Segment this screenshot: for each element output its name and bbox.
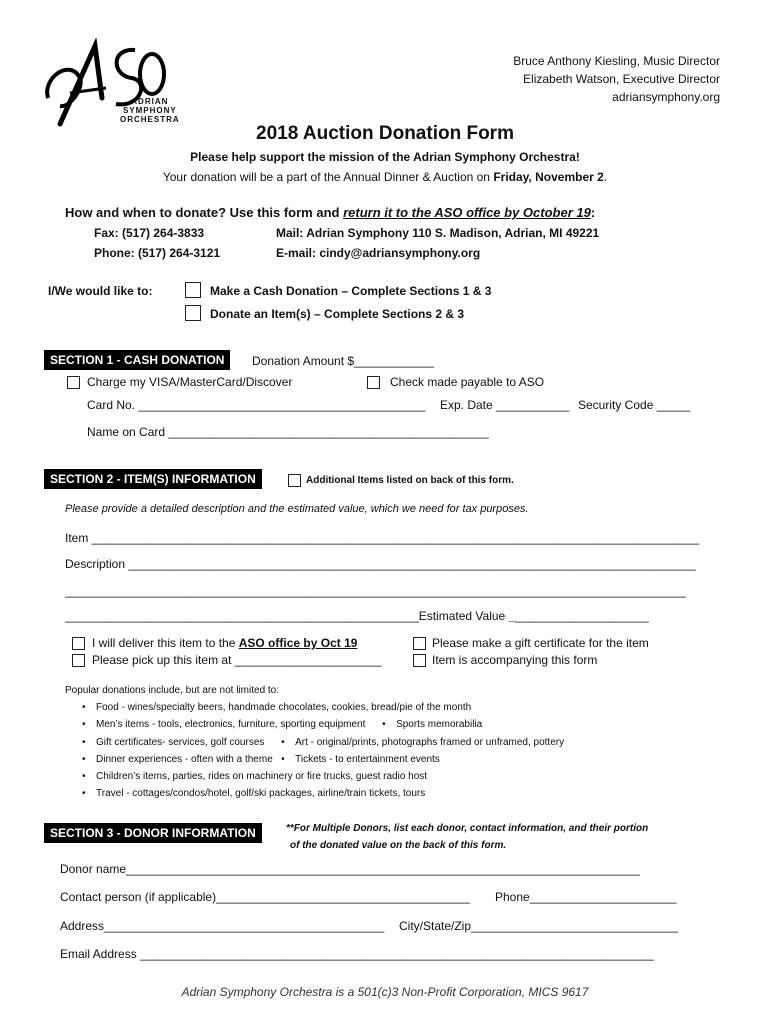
cash-donation-option: Make a Cash Donation – Complete Sections 1 & 3 <box>210 284 492 298</box>
music-director: Bruce Anthony Kiesling, Music Director <box>513 54 720 68</box>
logo-sub-1: ADRIAN <box>131 97 169 106</box>
pickup-checkbox[interactable] <box>72 654 85 667</box>
section-1-header: SECTION 1 - CASH DONATION <box>44 350 230 370</box>
exp-date-field[interactable]: Exp. Date ___________ <box>440 398 570 412</box>
bullet-text: Gift certificates- services, golf courses <box>96 737 265 748</box>
header-contact <box>513 52 720 106</box>
deliver-label <box>92 636 357 650</box>
bullet-item <box>82 702 471 713</box>
bullet-item <box>82 719 482 730</box>
intro-line-2 <box>0 170 770 184</box>
accompanying-label: Item is accompanying this form <box>432 653 598 667</box>
website: adriansymphony.org <box>612 90 720 104</box>
bullet-text: Children’s items, parties, rides on machinery or fire trucks, guest radio host <box>96 771 428 782</box>
footer-note: Adrian Symphony Orchestra is a 501(c)3 Non-Profit Corporation, MICS 9617 <box>181 985 589 999</box>
bullet-icon: • <box>281 737 285 748</box>
how-question: How and when to donate? Use this form and <box>65 205 344 220</box>
phone-number: Phone: (517) 264-3121 <box>94 246 221 260</box>
check-label: Check made payable to ASO <box>390 375 545 389</box>
mail-address: Mail: Adrian Symphony 110 S. Madison, Adrian, MI 49221 <box>276 226 600 240</box>
estimated-value-field[interactable] <box>65 609 649 623</box>
bullet-icon: • <box>82 788 86 799</box>
return-deadline: return it to the ASO office by October 19 <box>343 205 591 220</box>
check-checkbox[interactable] <box>367 376 380 389</box>
how-colon: : <box>590 205 596 220</box>
estimated-blank: ____________________ <box>515 609 649 623</box>
bullet-icon: • <box>82 771 86 782</box>
how-to-donate <box>65 205 595 220</box>
charge-card-checkbox[interactable] <box>67 376 80 389</box>
bullet-icon: • <box>82 719 86 730</box>
bullet-icon: • <box>82 702 86 713</box>
bullet-text: Dinner experiences - often with a theme <box>96 754 273 765</box>
description-field[interactable]: Description _____________________________________________________________________________________ <box>65 557 696 571</box>
item-instructions: Please provide a detailed description and the estimated value, which we need for tax purposes. <box>65 503 529 515</box>
address-field[interactable]: Address__________________________________________ <box>60 919 385 933</box>
intro-text: Your donation will be a part of the Annual Dinner & Auction on <box>162 170 494 184</box>
logo-sub-2: SYMPHONY <box>122 106 177 115</box>
estimated-underscore: _ <box>508 609 516 623</box>
bullet-text: Travel - cottages/condos/hotel, golf/ski packages, airline/train tickets, tours <box>96 788 426 799</box>
bullet-item <box>82 771 427 782</box>
multiple-donors-note-1: **For Multiple Donors, list each donor, contact information, and their portion <box>286 823 649 834</box>
auction-date: Friday, November 2 <box>493 170 604 184</box>
phone-field[interactable]: Phone______________________ <box>495 890 677 904</box>
gift-cert-checkbox[interactable] <box>413 637 426 650</box>
bullet-icon: • <box>382 719 386 730</box>
deliver-checkbox[interactable] <box>72 637 85 650</box>
contact-person-field[interactable]: Contact person (if applicable)______________________________________ <box>60 890 470 904</box>
bullet-text: Men’s items - tools, electronics, furniture, sporting equipment <box>96 719 366 730</box>
intro-line-1: Please help support the mission of the Adrian Symphony Orchestra! <box>190 150 580 164</box>
intro-period: . <box>603 170 608 184</box>
donor-name-field[interactable]: Donor name_____________________________________________________________________________ <box>60 862 640 876</box>
item-donation-checkbox[interactable] <box>185 305 201 321</box>
bullet-icon: • <box>82 754 86 765</box>
city-state-zip-field[interactable]: City/State/Zip_______________________________ <box>399 919 678 933</box>
accompanying-checkbox[interactable] <box>413 654 426 667</box>
bullet-item <box>82 754 440 765</box>
popular-label: Popular donations include, but are not limited to: <box>65 685 280 696</box>
item-donation-option: Donate an Item(s) – Complete Sections 2 & 3 <box>210 307 465 321</box>
item-field[interactable]: Item ___________________________________________________________________________________________ <box>65 531 699 545</box>
bullet-item <box>82 788 425 799</box>
bullet-text-extra: Tickets - to entertainment events <box>295 754 440 765</box>
choice-label: I/We would like to: <box>48 284 153 298</box>
name-on-card-field[interactable]: Name on Card ________________________________________________ <box>87 425 489 439</box>
bullet-item <box>82 737 564 748</box>
estimated-line: _____________________________________________________Estimated Value <box>65 609 509 623</box>
cash-donation-checkbox[interactable] <box>185 282 201 298</box>
description-line-2[interactable]: _____________________________________________________________________________________________ <box>65 584 686 598</box>
deliver-text: I will deliver this item to the <box>92 636 239 650</box>
section-3-header: SECTION 3 - DONOR INFORMATION <box>44 823 262 843</box>
additional-items-checkbox[interactable] <box>288 474 301 487</box>
card-number-field[interactable]: Card No. ___________________________________________ <box>87 398 426 412</box>
deliver-deadline: ASO office by Oct 19 <box>238 636 358 650</box>
logo-sub-3: ORCHESTRA <box>120 115 180 124</box>
donation-amount-field[interactable]: Donation Amount $____________ <box>252 354 435 368</box>
logo-subtitle <box>120 97 180 124</box>
bullet-icon: • <box>281 754 285 765</box>
page-title: 2018 Auction Donation Form <box>256 123 514 144</box>
bullet-text-extra: Art - original/prints, photographs framed or unframed, pottery <box>295 737 565 748</box>
pickup-field[interactable]: Please pick up this item at ______________________ <box>92 653 382 667</box>
additional-items-label: Additional Items listed on back of this form. <box>306 475 514 486</box>
bullet-text: Food - wines/specialty beers, handmade chocolates, cookies, bread/pie of the month <box>96 702 472 713</box>
charge-card-label: Charge my VISA/MasterCard/Discover <box>87 375 293 389</box>
security-code-field[interactable]: Security Code _____ <box>578 398 691 412</box>
bullet-text-extra: Sports memorabilia <box>396 719 483 730</box>
executive-director: Elizabeth Watson, Executive Director <box>523 72 720 86</box>
bullet-icon: • <box>82 737 86 748</box>
section-2-header: SECTION 2 - ITEM(S) INFORMATION <box>44 469 262 489</box>
email-address: E-mail: cindy@adriansymphony.org <box>276 246 481 260</box>
email-field[interactable]: Email Address _____________________________________________________________________________ <box>60 947 654 961</box>
multiple-donors-note-2: of the donated value on the back of this form. <box>290 840 507 851</box>
fax-number: Fax: (517) 264-3833 <box>94 226 205 240</box>
gift-cert-label: Please make a gift certificate for the item <box>432 636 649 650</box>
